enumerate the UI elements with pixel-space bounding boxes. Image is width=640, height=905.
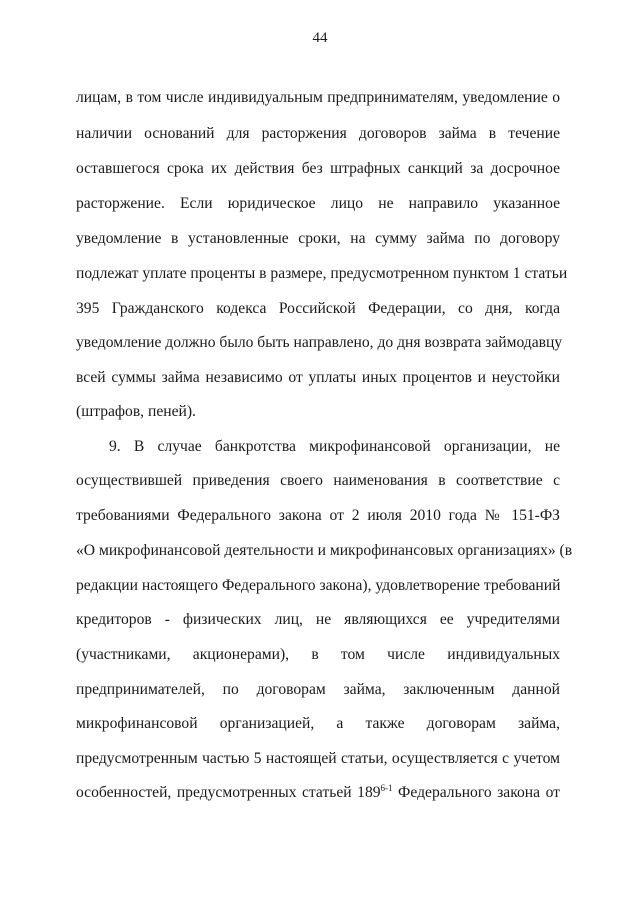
paragraph-2-line-3: требованиями Федерального закона от 2 июля 2010 года № 151-ФЗ: [76, 507, 560, 524]
paragraph-2-line-2: осуществившей приведения своего наименования в соответствие с: [76, 472, 560, 489]
paragraph-2-line-8: предпринимателей, по договорам займа, заключенным данной: [76, 681, 560, 698]
paragraph-2-line-4: «О микрофинансовой деятельности и микрофинансовых организациях» (в: [76, 542, 573, 559]
paragraph-2-line-11-after: Федерального закона от: [392, 784, 560, 801]
paragraph-1-line-7: 395 Гражданского кодекса Российской Федерации, со дня, когда: [76, 300, 560, 317]
paragraph-1-line-5: уведомление в установленные сроки, на сумму займа по договору: [76, 230, 560, 247]
paragraph-1-line-1: лицам, в том числе индивидуальным предпринимателям, уведомление о: [76, 89, 560, 106]
paragraph-1-line-2: наличии оснований для расторжения договоров займа в течение: [76, 125, 560, 142]
paragraph-1-line-6: подлежат уплате проценты в размере, предусмотренном пунктом 1 статьи: [76, 265, 568, 282]
paragraph-2-line-5: редакции настоящего Федерального закона), удовлетворение требований: [76, 577, 561, 594]
paragraph-2-line-10: предусмотренным частью 5 настоящей статьи, осуществляется с учетом: [76, 750, 560, 767]
paragraph-2-line-9: микрофинансовой организацией, а также договорам займа,: [76, 715, 560, 732]
page-number: 44: [312, 30, 328, 46]
paragraph-2-line-6: кредиторов - физических лиц, не являющихся ее учредителями: [76, 611, 560, 628]
paragraph-1-line-4: расторжение. Если юридическое лицо не направило указанное: [76, 195, 560, 212]
paragraph-1-line-8: уведомление должно было быть направлено, до дня возврата займодавцу: [76, 334, 563, 351]
paragraph-1-line-10: (штрафов, пеней).: [76, 403, 196, 420]
paragraph-2-line-11-before: особенностей, предусмотренных статьей 189: [76, 784, 381, 801]
paragraph-1-line-9: всей суммы займа независимо от уплаты иных процентов и неустойки: [76, 369, 560, 386]
paragraph-1-line-3: оставшегося срока их действия без штрафных санкций за досрочное: [76, 160, 560, 177]
article-superscript: 6-1: [380, 783, 393, 793]
paragraph-2-line-7: (участниками, акционерами), в том числе индивидуальных: [76, 646, 560, 663]
paragraph-2-line-1: 9. В случае банкротства микрофинансовой организации, не: [109, 438, 560, 455]
paragraph-2-line-11: [76, 783, 560, 803]
